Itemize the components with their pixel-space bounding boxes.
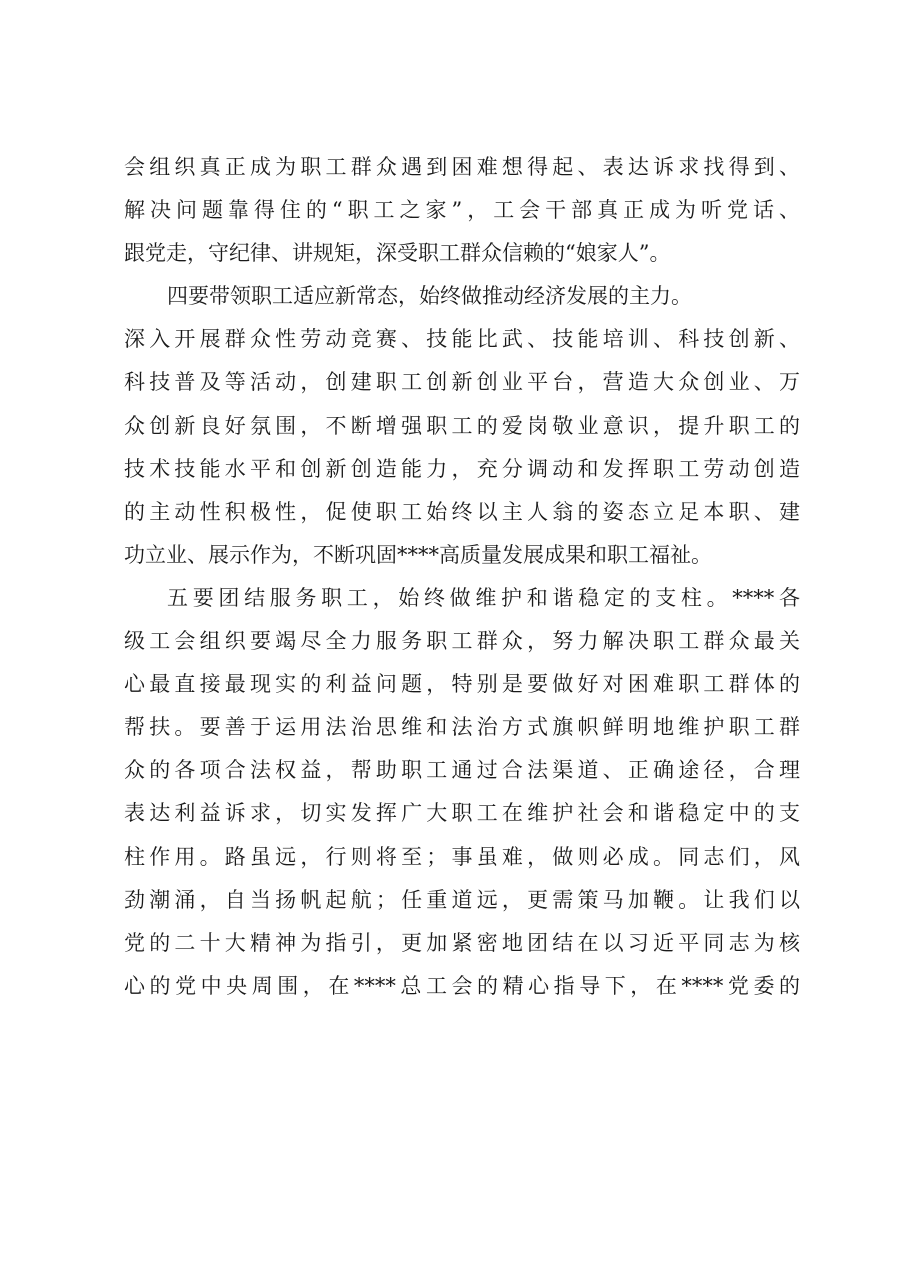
text-line: 柱作用。路虽远，行则将至；事虽难，做则必成。同志们，风	[124, 844, 800, 869]
text-line: 众的各项合法权益，帮助职工通过合法渠道、正确途径，合理	[124, 758, 800, 783]
text-line: 解决问题靠得住的“职工之家”，工会干部真正成为听党话、	[124, 198, 800, 223]
text-line: 深入开展群众性劳动竞赛、技能比武、技能培训、科技创新、	[124, 327, 800, 352]
paragraph-start-line: 四要带领职工适应新常态，始终做推动经济发展的主力。	[167, 284, 692, 309]
text-line: 心的党中央周围，在****总工会的精心指导下，在****党委的	[124, 973, 800, 998]
text-line: 众创新良好氛围，不断增强职工的爱岗敬业意识，提升职工的	[124, 413, 800, 438]
text-line: 帮扶。要善于运用法治思维和法治方式旗帜鲜明地维护职工群	[124, 715, 800, 740]
text-line: 功立业、展示作为，不断巩固****高质量发展成果和职工福祉。	[124, 542, 712, 567]
text-line: 技术技能水平和创新创造能力，充分调动和发挥职工劳动创造	[124, 456, 800, 481]
text-line: 党的二十大精神为指引，更加紧密地团结在以习近平同志为核	[124, 930, 800, 955]
text-line: 心最直接最现实的利益问题，特别是要做好对困难职工群体的	[124, 672, 800, 697]
text-line: 会组织真正成为职工群众遇到困难想得起、表达诉求找得到、	[124, 155, 800, 179]
paragraph-start-line: 五要团结服务职工，始终做维护和谐稳定的支柱。****各	[167, 585, 800, 610]
text-line: 的主动性积极性，促使职工始终以主人翁的姿态立足本职、建	[124, 499, 800, 524]
text-line: 级工会组织要竭尽全力服务职工群众，努力解决职工群众最关	[124, 629, 800, 654]
text-line: 科技普及等活动，创建职工创新创业平台，营造大众创业、万	[124, 370, 800, 395]
body-text	[124, 146, 800, 1008]
text-line: 跟党走，守纪律、讲规矩，深受职工群众信赖的“娘家人”。	[124, 241, 671, 266]
text-line: 劲潮涌，自当扬帆起航；任重道远，更需策马加鞭。让我们以	[124, 887, 800, 912]
text-line: 表达利益诉求，切实发挥广大职工在维护社会和谐稳定中的支	[124, 801, 800, 826]
